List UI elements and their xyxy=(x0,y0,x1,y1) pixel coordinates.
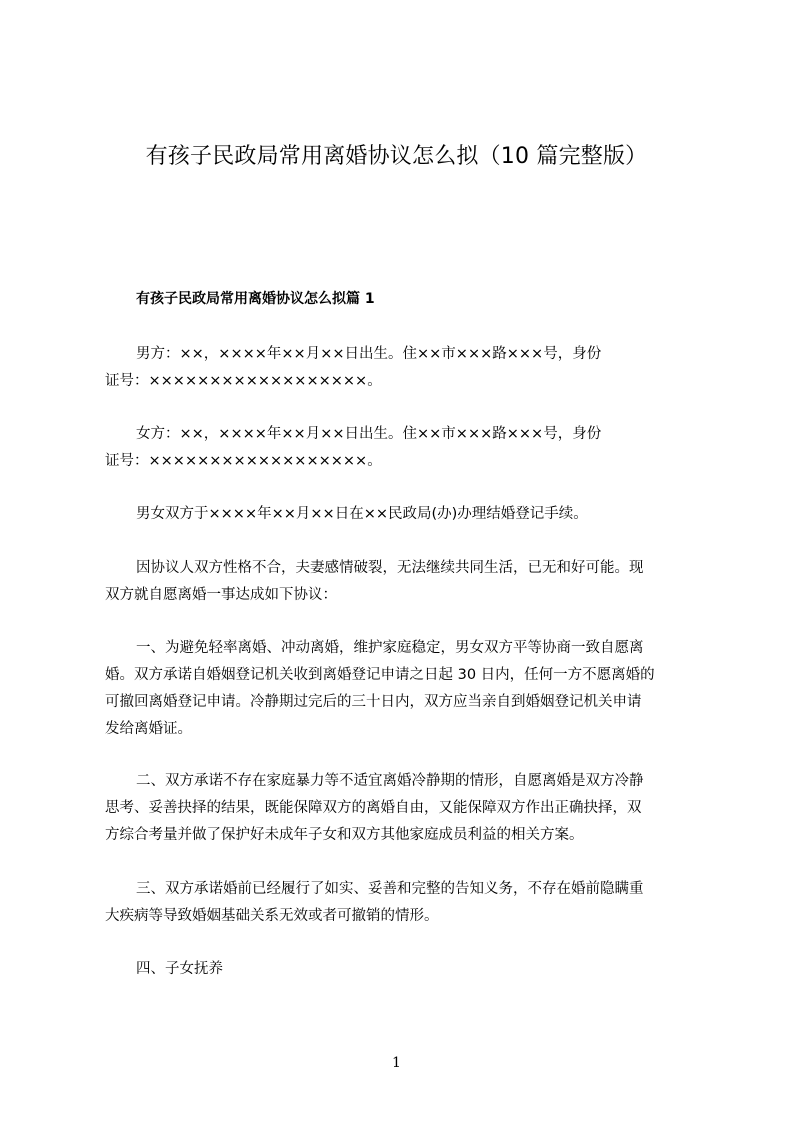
paragraph-line: 可撤回离婚登记申请。冷静期过完后的三十日内，双方应当亲自到婚姻登记机关申请 xyxy=(105,694,642,710)
paragraph-female-party xyxy=(105,421,700,475)
paragraph-line: 二、双方承诺不存在家庭暴力等不适宜离婚冷静期的情形，自愿离婚是双方冷静 xyxy=(136,773,644,789)
paragraph-clause-2 xyxy=(105,768,700,849)
page-number: 1 xyxy=(392,1055,401,1071)
paragraph-line: 男女双方于××××年××月××日在××民政局(办)办理结婚登记手续。 xyxy=(136,506,588,522)
paragraph-line: 发给离婚证。 xyxy=(105,721,192,737)
paragraph-line: 方综合考量并做了保护好未成年子女和双方其他家庭成员利益的相关方案。 xyxy=(105,827,584,843)
section-heading: 有孩子民政局常用离婚协议怎么拟篇 1 xyxy=(136,291,375,307)
paragraph-line: 双方就自愿离婚一事达成如下协议： xyxy=(105,587,337,603)
paragraph-line: 一、为避免轻率离婚、冲动离婚，维护家庭稳定，男女双方平等协商一致自愿离 xyxy=(136,640,644,656)
paragraph-reason xyxy=(105,555,700,609)
paragraph-line: 因协议人双方性格不合，夫妻感情破裂，无法继续共同生活，已无和好可能。现 xyxy=(136,560,644,576)
paragraph-line: 男方：××，××××年××月××日出生。住××市×××路×××号，身份 xyxy=(136,346,602,362)
paragraph-line: 证号：××××××××××××××××××。 xyxy=(105,453,382,469)
paragraph-marriage-registration xyxy=(105,501,700,528)
paragraph-line: 证号：××××××××××××××××××。 xyxy=(105,373,382,389)
paragraph-line: 婚。双方承诺自婚姻登记机关收到离婚登记申请之日起 30 日内，任何一方不愿离婚的 xyxy=(105,667,655,683)
paragraph-male-party xyxy=(105,341,700,395)
paragraph-clause-4-heading xyxy=(105,956,700,983)
paragraph-line: 女方：××，××××年××月××日出生。住××市×××路×××号，身份 xyxy=(136,426,602,442)
paragraph-line: 四、子女抚养 xyxy=(136,961,223,977)
document-title: 有孩子民政局常用离婚协议怎么拟（10 篇完整版） xyxy=(145,144,648,169)
paragraph-line: 三、双方承诺婚前已经履行了如实、妥善和完整的告知义务，不存在婚前隐瞒重 xyxy=(136,881,644,897)
paragraph-line: 思考、妥善抉择的结果，既能保障双方的离婚自由，又能保障双方作出正确抉择，双 xyxy=(105,800,642,816)
paragraph-clause-3 xyxy=(105,876,700,930)
paragraph-line: 大疾病等导致婚姻基础关系无效或者可撤销的情形。 xyxy=(105,908,439,924)
paragraph-clause-1 xyxy=(105,635,700,743)
